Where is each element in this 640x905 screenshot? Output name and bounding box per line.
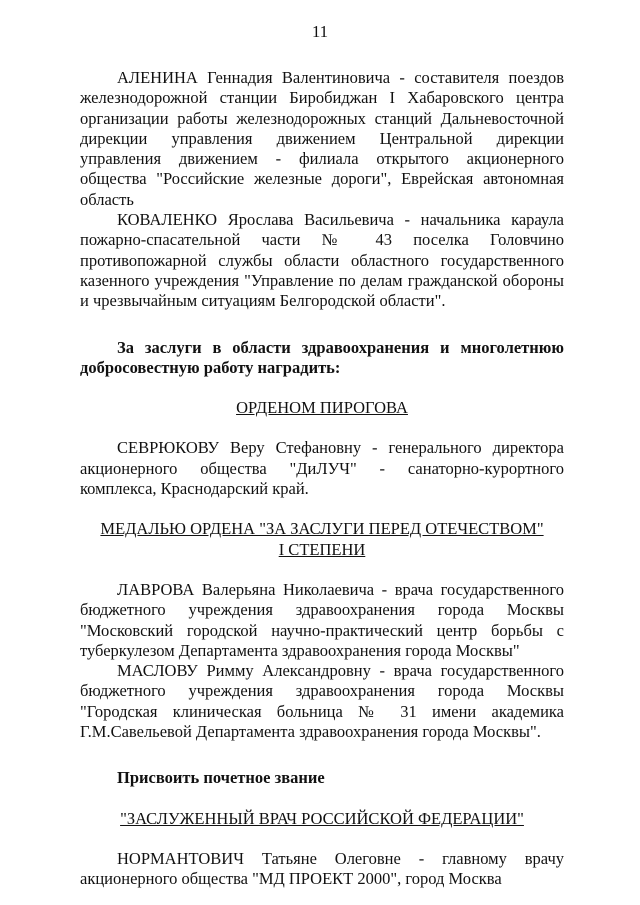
medal-title-line2: I СТЕПЕНИ xyxy=(278,539,366,559)
document-body xyxy=(80,68,564,890)
award-entry-maslova xyxy=(80,661,564,742)
awardee-name: ЛАВРОВА xyxy=(117,579,195,599)
section-heading-health: За заслуги в области здравоохранения и многолетнюю добросовестную работу наградить: xyxy=(80,337,564,377)
awardee-name: АЛЕНИНА xyxy=(117,68,198,87)
awardee-name: КОВАЛЕНКО xyxy=(117,210,218,230)
awardee-name: СЕВРЮКОВУ xyxy=(117,438,220,458)
awardee-details: Валерьяна Николаевича - врача государственного бюджетного учреждения здравоохранения города Москвы "Московский городской научно-практический центр борьбы с туберкулезом Департамента здравоохранения города Москвы" xyxy=(80,579,564,660)
award-entry-alenin xyxy=(80,68,564,210)
honorary-title: "ЗАСЛУЖЕННЫЙ ВРАЧ РОССИЙСКОЙ ФЕДЕРАЦИИ" xyxy=(120,808,524,828)
page-number: 11 xyxy=(311,22,329,41)
awardee-details: Римму Александровну - врача государственного бюджетного учреждения здравоохранения города Москвы "Городская клиническая больница № 31 имени академика Г.М.Савельевой Департамента здравоохранения города Москвы". xyxy=(80,661,565,742)
section-heading-title: Присвоить почетное звание xyxy=(117,768,325,788)
awardee-name: МАСЛОВУ xyxy=(117,661,198,681)
order-pirogov-title: ОРДЕНОМ ПИРОГОВА xyxy=(236,398,408,418)
award-entry-lavrov xyxy=(80,580,564,661)
awardee-details: Ярослава Васильевича - начальника караула пожарно-спасательной части № 43 поселка Головчино противопожарной службы области областного государственного казенного учреждения "Управление по делам гражданской обороны и чрезвычайным ситуациям Белгородской области". xyxy=(80,210,564,311)
awardee-details: Геннадия Валентиновича - составителя поездов железнодорожной станции Биробиджан I Хабаровского центра организации работы железнодорожных станций Дальневосточной дирекции управления движением Центральной дирекции управления движением - филиала открытого акционерного общества "Российские железные дороги", Еврейская автономная область xyxy=(80,68,565,209)
awardee-name: НОРМАНТОВИЧ xyxy=(117,848,244,868)
medal-title-line1: МЕДАЛЬЮ ОРДЕНА "ЗА ЗАСЛУГИ ПЕРЕД ОТЕЧЕСТВОМ" xyxy=(100,519,544,539)
awardee-details: Веру Стефановну - генерального директора акционерного общества "ДиЛУЧ" - санаторно-курортного комплекса, Краснодарский край. xyxy=(80,438,565,499)
award-entry-normantovich xyxy=(80,849,564,890)
awardee-details: Татьяне Олеговне - главному врачу акционерного общества "МД ПРОЕКТ 2000", город Москва xyxy=(80,848,564,889)
award-entry-sevryukova xyxy=(80,438,564,499)
award-entry-kovalenko xyxy=(80,210,564,311)
